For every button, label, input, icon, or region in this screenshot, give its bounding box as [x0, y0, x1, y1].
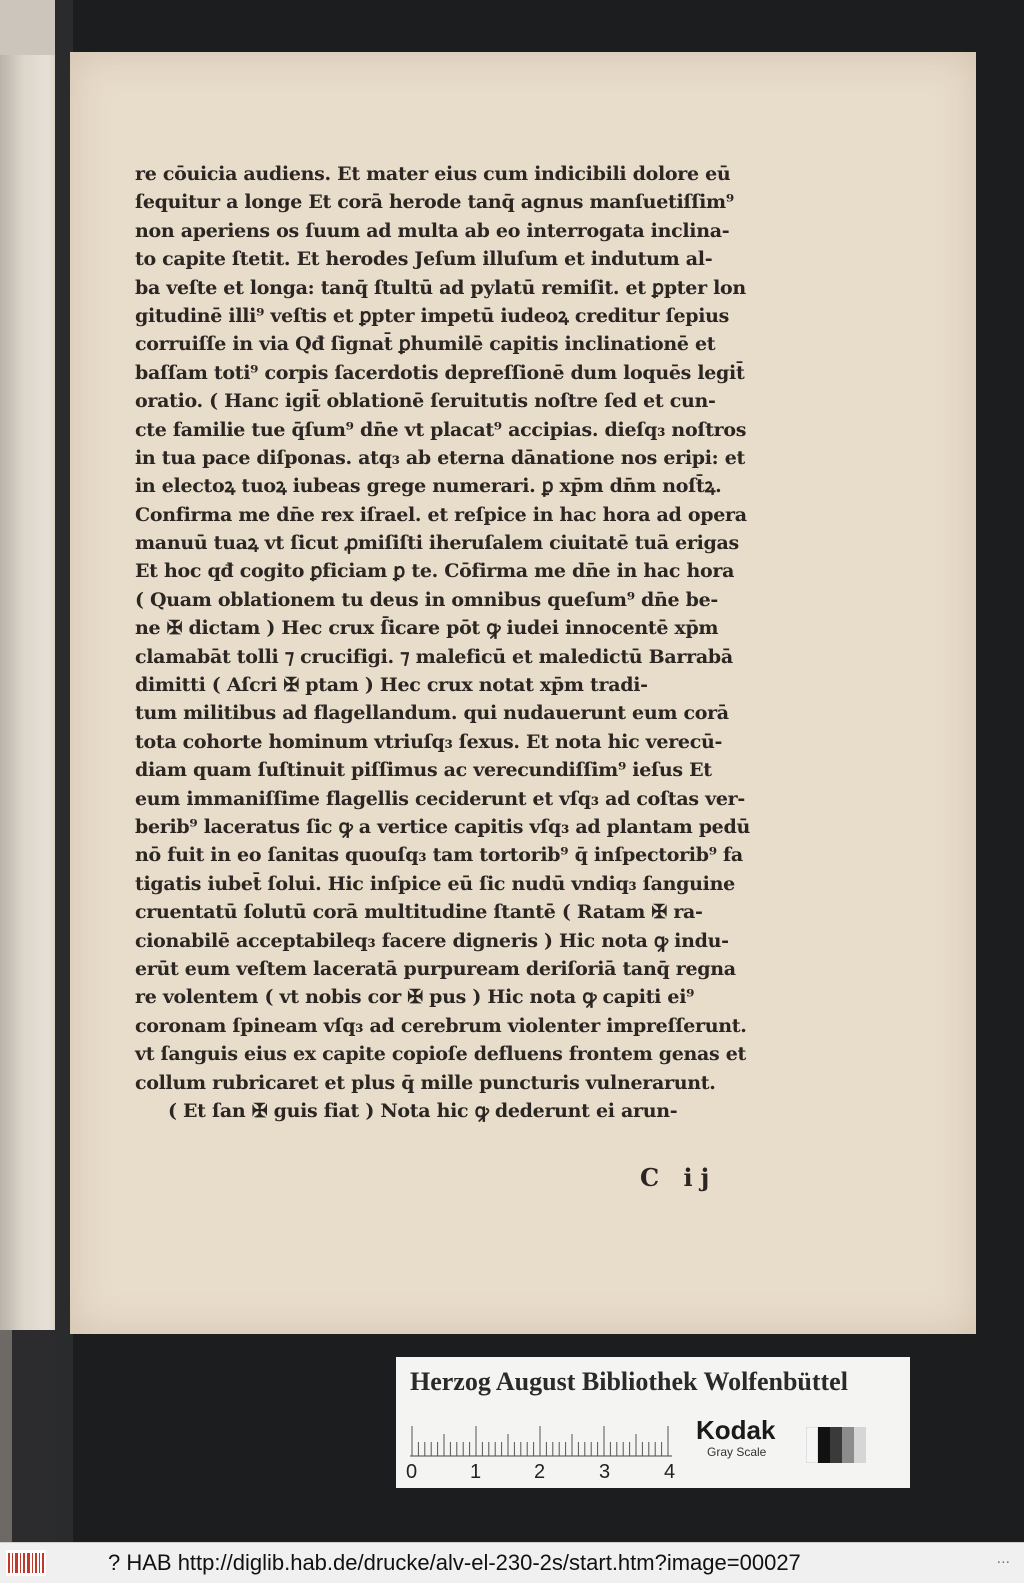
text-line: in electoꝝ tuoꝝ iubeas grege numerari. ꝑ xp̄m dn̄m noſt̄ꝝ. — [135, 475, 722, 498]
ruler-number: 3 — [599, 1461, 611, 1483]
book-spine-strip — [0, 1330, 12, 1542]
text-line: eum immaniſſime flagellis ceciderunt et vſq₃ ad coſtas ver- — [135, 787, 745, 810]
text-line: tota cohorte hominum vtriuſq₃ ſexus. Et nota hic verecū- — [135, 730, 723, 753]
gray-patches — [806, 1427, 866, 1463]
text-line: oratio. ( Hanc igit̄ oblationē ſeruitutis noſtre ſed et cun- — [135, 390, 716, 413]
text-line: ne ✠ dictam ) Hec crux ſ̄icare pōt ꝙ iudei innocentē xp̄m — [135, 617, 719, 640]
text-line: corruiſſe in via Qđ ſignat̄ ꝑhumilē capitis inclinationē et — [135, 333, 716, 356]
ruler-number: 0 — [406, 1461, 418, 1483]
text-line: tum militibus ad flagellandum. qui nudauerunt eum corā — [135, 702, 729, 725]
text-line: cionabilē acceptabileq₃ facere digneris ) Hic nota ꝙ indu- — [135, 929, 729, 952]
text-line: to capite ſtetit. Et herodes Jeſum illuſum et indutum al- — [135, 248, 713, 271]
signature-mark: C ij — [640, 1163, 718, 1192]
page-url[interactable]: ? HAB http://diglib.hab.de/drucke/alv-el-230-2s/start.htm?image=00027 — [108, 1550, 801, 1575]
text-line: Confirma me dn̄e rex iſrael. et reſpice in hac hora ad opera — [135, 503, 747, 526]
text-line: dimitti ( Aſcri ✠ ptam ) Hec crux notat xp̄m tradi- — [135, 674, 648, 697]
text-line: vt ſanguis eius ex capite copioſe defluens frontem genas et — [135, 1043, 746, 1066]
text-line: re cōuicia audiens. Et mater eius cum indicibili dolore eū — [135, 163, 731, 185]
text-line: clamabāt tolli ⁊ crucifigi. ⁊ maleficū et maledictū Barrabā — [135, 645, 733, 668]
barcode-icon — [6, 1550, 46, 1576]
text-line: collum rubricaret et plus q̄ mille puncturis vulnerarunt. — [135, 1071, 716, 1094]
text-line: berib⁹ laceratus ſic ꝙ a vertice capitis vſq₃ ad plantam pedū — [135, 815, 750, 838]
text-line: coronam ſpineam vſq₃ ad cerebrum violenter impreſſerunt. — [135, 1014, 747, 1037]
status-bar — [0, 1542, 1024, 1583]
text-line: ( Quam oblationem tu deus in omnibus queſum⁹ dn̄e be- — [135, 588, 719, 611]
page-text — [135, 160, 775, 1125]
text-line: erūt eum veſtem laceratā purpuream deriſoriā tanq̄ regna — [135, 957, 736, 980]
kodak-logo: Kodak — [696, 1415, 776, 1445]
text-line: re volentem ( vt nobis cor ✠ pus ) Hic nota ꝙ capiti ei⁹ — [135, 986, 695, 1009]
text-line: cte familie tue q̄ſum⁹ dn̄e vt placat⁹ accipias. dieſq₃ noſtros — [135, 418, 747, 441]
text-line: in tua pace diſponas. atq₃ ab eterna dānatione nos eripi: et — [135, 446, 745, 469]
color-target-card — [396, 1357, 910, 1488]
more-icon[interactable]: ... — [996, 1550, 1010, 1567]
ruler-number: 4 — [664, 1461, 676, 1483]
facing-page-top — [0, 0, 60, 55]
text-line: baſſam toti⁹ corpis ſacerdotis depreſſionē dum loquēs legit̄ — [135, 361, 745, 384]
facing-page-edge — [0, 0, 60, 1542]
text-line: diam quam ſuſtinuit piſſimus ac verecundiſſim⁹ ieſus Et — [135, 759, 712, 782]
scale-ruler — [410, 1413, 672, 1457]
text-line: ba veſte et longa: tanq̄ ſtultū ad pylatū remiſit. et ꝑpter lon — [135, 276, 746, 299]
text-line: non aperiens os ſuum ad multa ab eo interrogata inclina- — [135, 219, 730, 242]
ruler-number: 2 — [534, 1461, 546, 1483]
text-line: Et hoc qđ cogito ꝑficiam ꝑ te. Cōfirma me dn̄e in hac hora — [135, 560, 735, 583]
text-line: gitudinē illi⁹ veſtis et ꝑpter impetū iudeoꝝ creditur ſepius — [135, 304, 730, 327]
text-line: ( Et ſan ✠ guis fiat ) Nota hic ꝙ dederunt ei arun- — [168, 1099, 678, 1122]
text-line: ſequitur a longe Et corā herode tanq̄ agnus manſuetiſſim⁹ — [135, 191, 734, 214]
gray-scale-label: Gray Scale — [707, 1445, 767, 1459]
ruler-number: 1 — [470, 1461, 482, 1483]
text-line: manuū tuaꝝ vt ſicut ꝓmiſiſti iheruſalem ciuitatē tuā erigas — [135, 532, 739, 555]
text-line: cruentatū ſolutū corā multitudine ſtantē ( Ratam ✠ ra- — [135, 901, 703, 924]
library-name: Herzog August Bibliothek Wolfenbüttel — [410, 1367, 848, 1396]
text-line: nō fuit in eo ſanitas quouſq₃ tam tortorib⁹ q̄ inſpectorib⁹ fa — [135, 844, 743, 867]
text-line: tigatis iubet̄ ſolui. Hic inſpice eū ſic nudū vndiq₃ ſanguine — [135, 872, 735, 895]
